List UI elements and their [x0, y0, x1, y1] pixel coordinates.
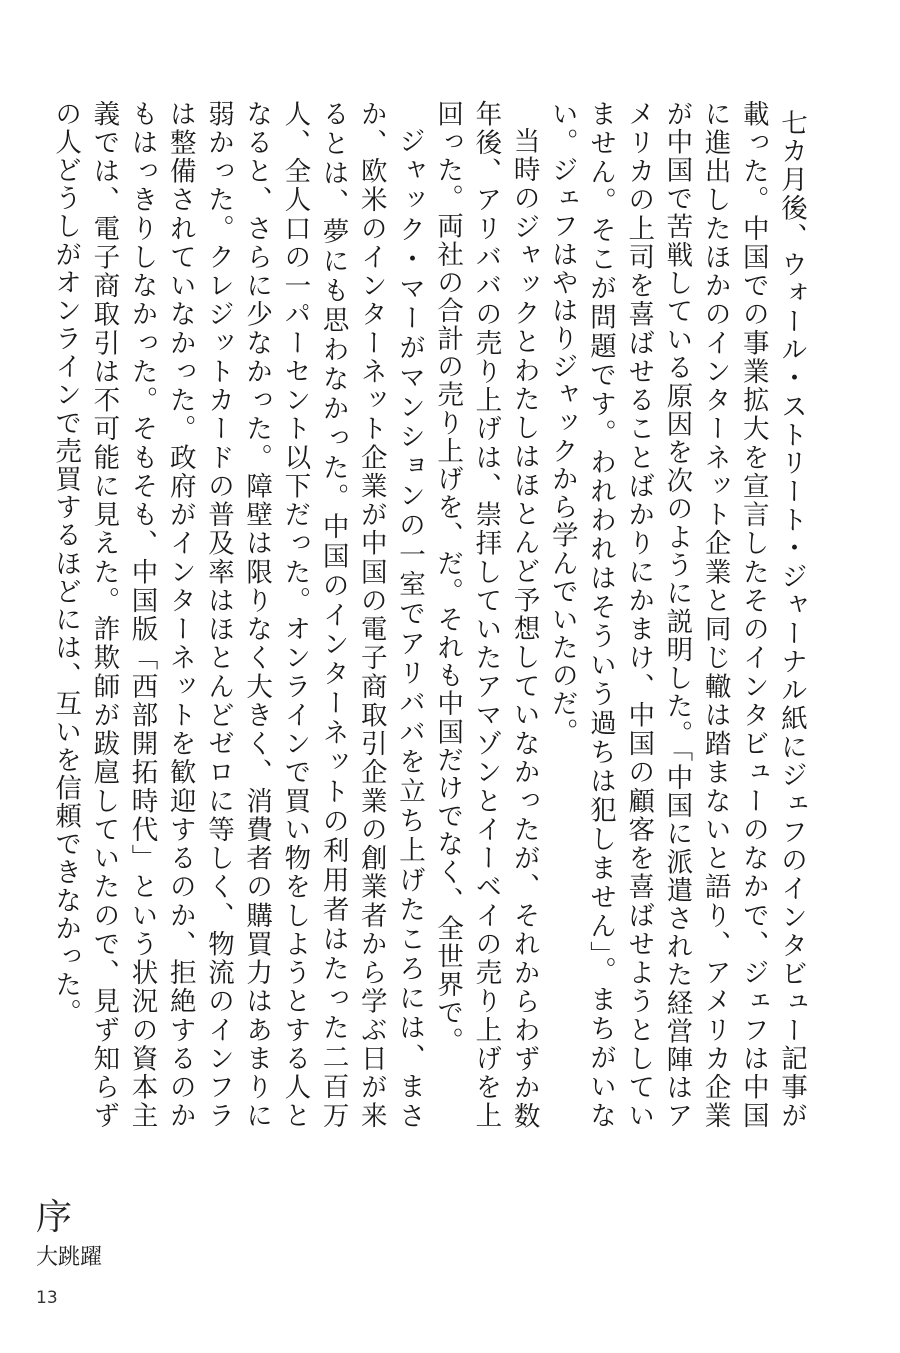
page-footer [36, 1198, 102, 1308]
section-title: 序 [36, 1197, 73, 1238]
page-number: 13 [36, 1288, 58, 1308]
body-text [50, 100, 810, 1130]
paragraph-2: 当時のジャックとわたしはほとんど予想していなかったが、それからわずか数年後、アリババの売り上げは、崇拝していたアマゾンとイーベイの売り上げを上回った。両社の合計の売り上げを、だ。それも中国だけでなく、全世界で。 [432, 100, 540, 1130]
chapter-name: 大跳躍 [36, 1245, 103, 1270]
paragraph-3: ジャック・マーがマンションの一室でアリババを立ち上げたころには、まさか、欧米のインターネット企業が中国の電子商取引企業の創業者から学ぶ日が来るとは、夢にも思わなかった。中国のインターネットの利用者はたった二百万人、全人口の一パーセント以下だった。オンラインで買い物をしようとする人となると、さらに少なかった。障壁は限りなく大きく、消費者の購買力はあまりに弱かった。クレジットカードの普及率はほとんどゼロに等しく、物流のインフラは整備されていなかった。政府がインターネットを歓迎するのか、拒絶するのかもはっきりしなかった。そもそも、中国版「西部開拓時代」という状況の資本主義では、電子商取引は不可能に見えた。詐欺師が跋扈していたので、見ず知らずの人どうしがオンラインで売買するほどには、互いを信頼できなかった。 [50, 100, 425, 1130]
paragraph-1: 七カ月後、ウォール・ストリート・ジャーナル紙にジェフのインタビュー記事が載った。中国での事業拡大を宣言したそのインタビューのなかで、ジェフは中国に進出したほかのインターネット企業と同じ轍は踏まないと語り、アメリカ企業が中国で苦戦している原因を次のように説明した。「中国に派遣された経営陣はアメリカの上司を喜ばせることばかりにかまけ、中国の顧客を喜ばせようとしていません。そこが問題です。われわれはそういう過ちは犯しません」。まちがいない。ジェフはやはりジャックから学んでいたのだ。 [546, 100, 807, 1130]
